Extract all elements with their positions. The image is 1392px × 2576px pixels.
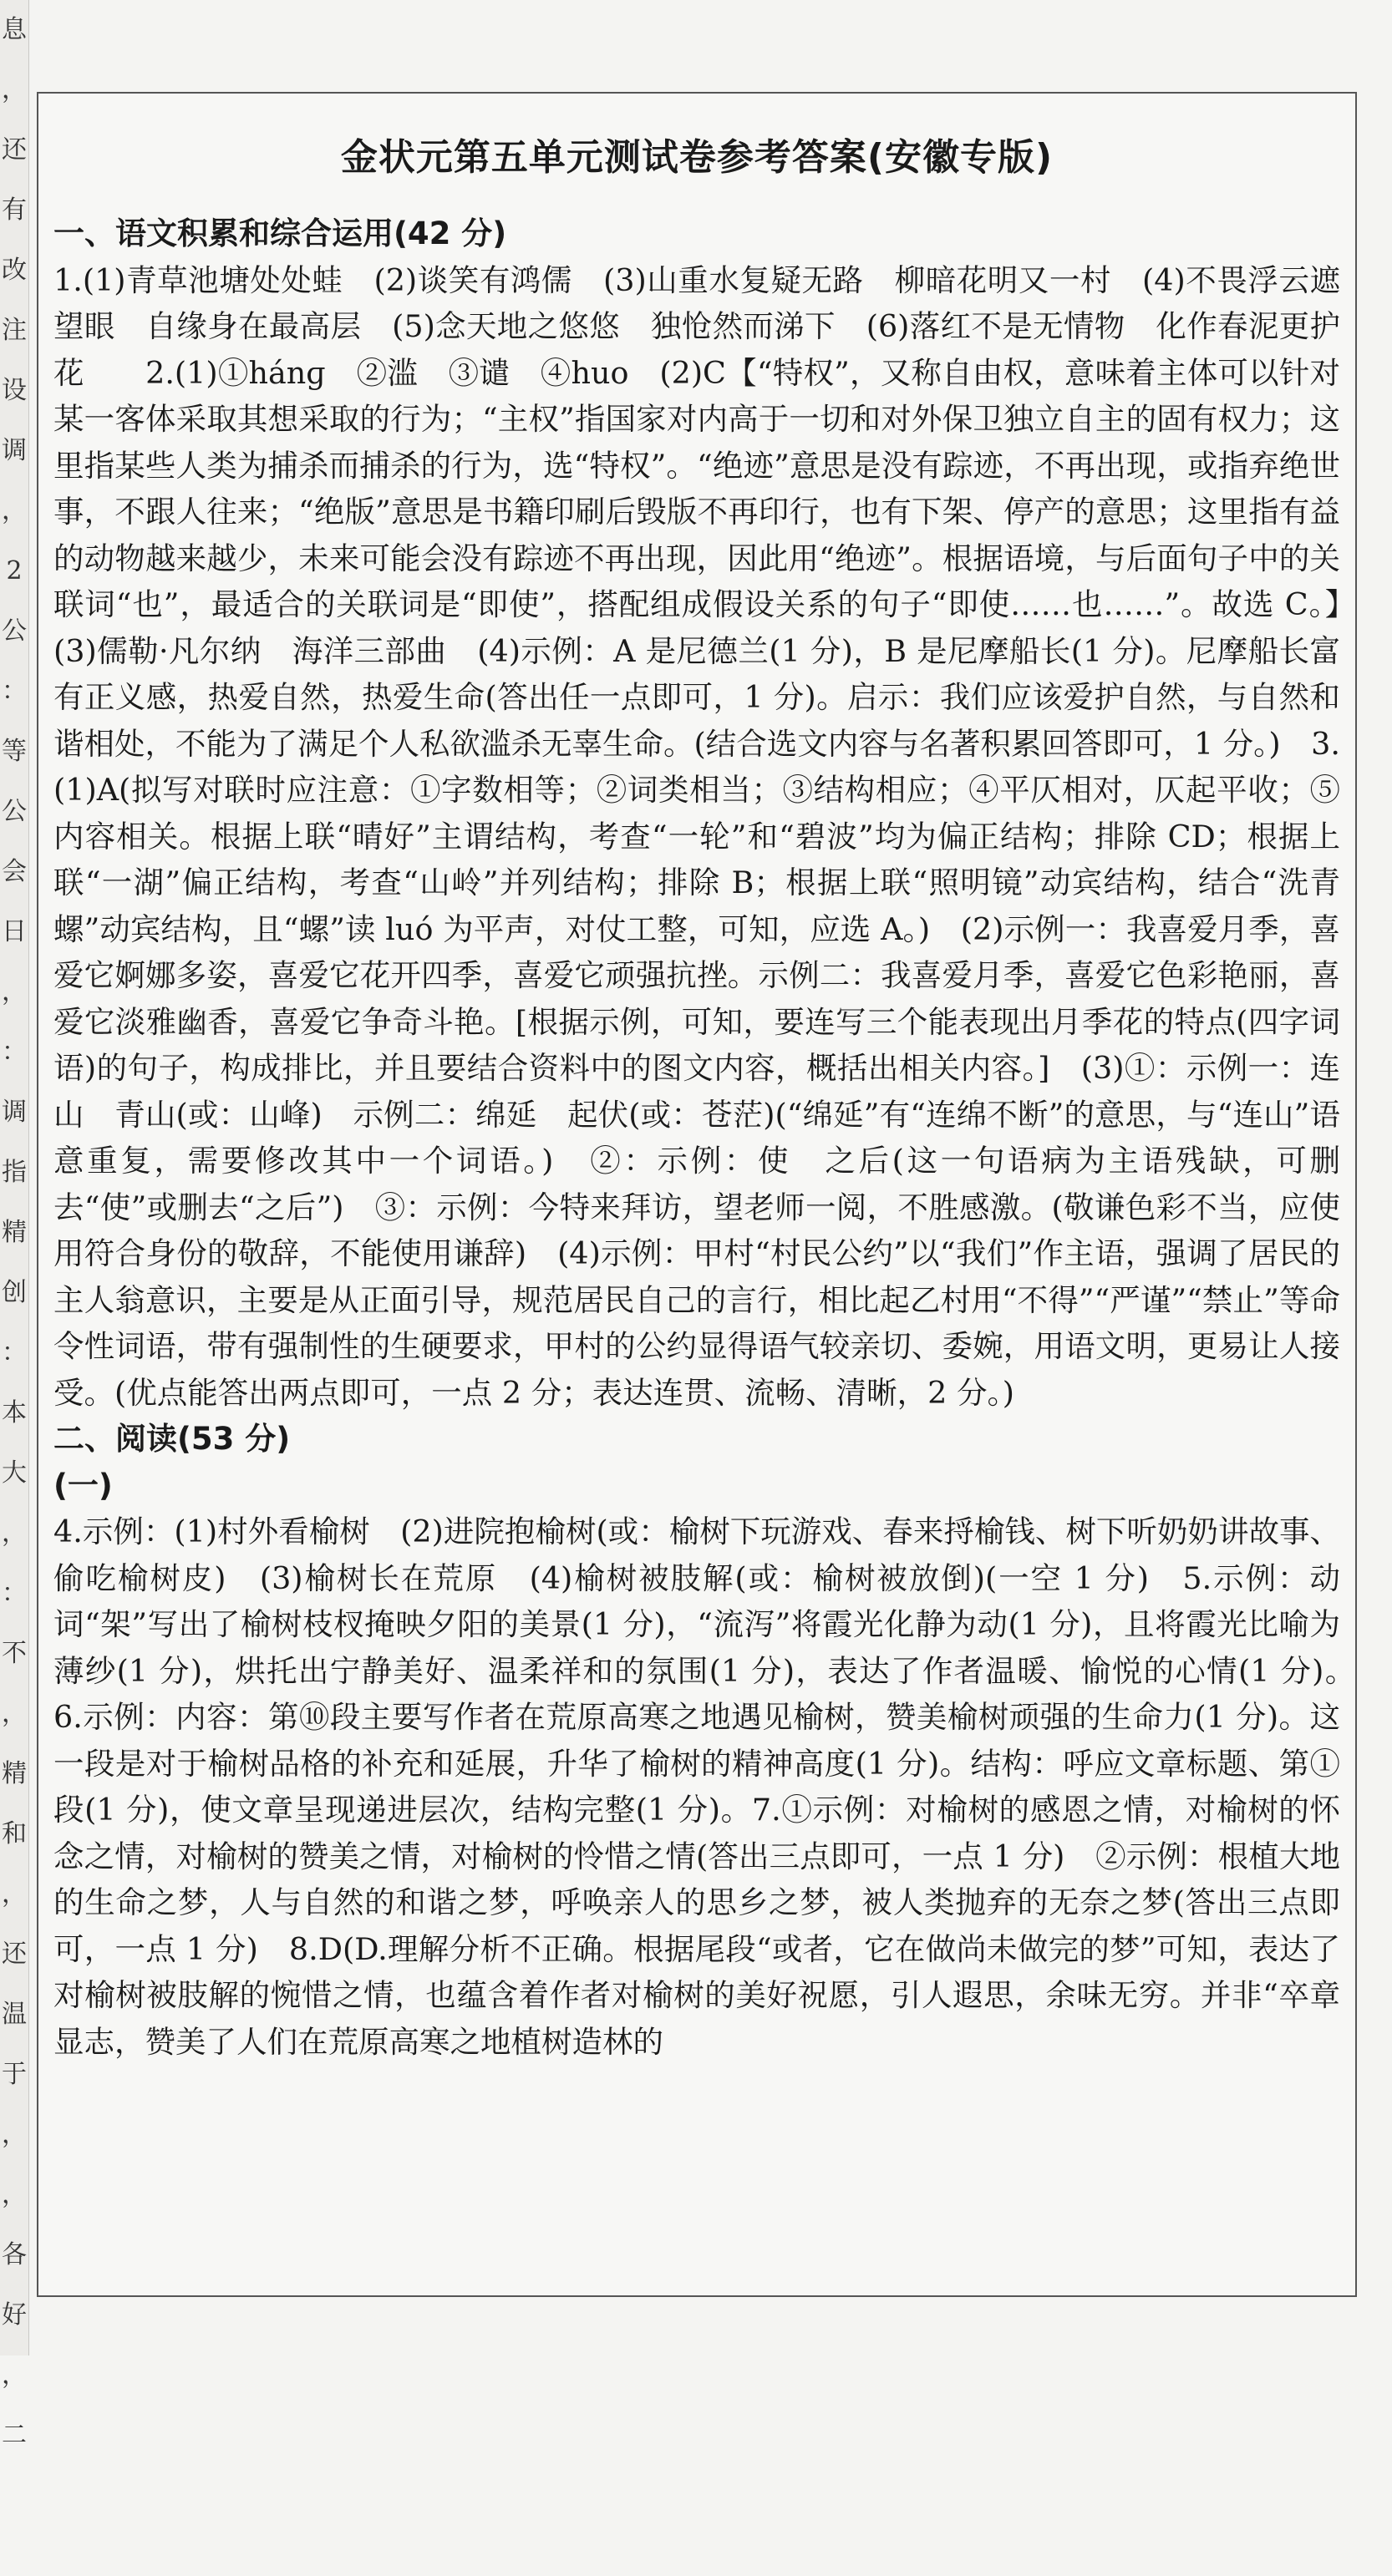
margin-char: ， bbox=[2, 2180, 27, 2209]
margin-char: 温 bbox=[2, 2000, 27, 2029]
margin-char: 等 bbox=[2, 737, 27, 766]
answer-content bbox=[53, 210, 1371, 2065]
margin-char: 日 bbox=[2, 917, 27, 946]
margin-char: ： bbox=[2, 1037, 27, 1067]
section-1-answers: 1.(1)青草池塘处处蛙 (2)谈笑有鸿儒 (3)山重水复疑无路 柳暗花明又一村 (4)不畏浮云遮望眼 自缘身在最高层 (5)念天地之悠悠 独怆然而涕下 (6)落红不是无情物 化作春泥更护花 2.(1)①hánɡ ②滥 ③谴 ④huo (2)C【“特权”，又称自由权，意味着主体可以针对某一客体采取其想采取的行为；“主权”指国家对内高于一切和对外保卫独立自主的固有权力；这里指某些人类为捕杀而捕杀的行为，选“特权”。“绝迹”意思是没有踪迹，不再出现，或指弃绝世事，不跟人往来；“绝版”意思是书籍印刷后毁版不再印行，也有下架、停产的意思；这里指有益的动物越来越少，未来可能会没有踪迹不再出现，因此用“绝迹”。根据语境，与后面句子中的关联词“也”，最适合的关联词是“即使”，搭配组成假设关系的句子“即使……也……”。故选 C。】 (3)儒勒·凡尔纳 海洋三部曲 (4)示例：A 是尼德兰(1 分)，B 是尼摩船长(1 分)。尼摩船长富有正义感，热爱自然，热爱生命(答出任一点即可，1 分)。启示：我们应该爱护自然，与自然和谐相处，不能为了满足个人私欲滥杀无辜生命。(结合选文内容与名著积累回答即可，1 分。) 3.(1)A(拟写对联时应注意：①字数相等；②词类相当；③结构相应；④平仄相对，仄起平收；⑤内容相关。根据上联“晴好”主谓结构，考查“一轮”和“碧波”均为偏正结构；排除 CD；根据上联“一湖”偏正结构，考查“山岭”并列结构；排除 B；根据上联“照明镜”动宾结构，结合“洗青螺”动宾结构，且“螺”读 luó 为平声，对仗工整，可知，应选 A。) (2)示例一：我喜爱月季，喜爱它婀娜多姿，喜爱它花开四季，喜爱它顽强抗挫。示例二：我喜爱月季，喜爱它色彩艳丽，喜爱它淡雅幽香，喜爱它争奇斗艳。[根据示例，可知，要连写三个能表现出月季花的特点(四字词语)的句子，构成排比，并且要结合资料中的图文内容，概括出相关内容。] (3)①：示例一：连山 青山(或：山峰) 示例二：绵延 起伏(或：苍茫)(“绵延”有“连绵不断”的意思，与“连山”语意重复，需要修改其中一个词语。) ②：示例：使 之后(这一句语病为主语残缺，可删去“使”或删去“之后”) ③：示例：今特来拜访，望老师一阅，不胜感激。(敬谦色彩不当，应使用符合身份的敬辞，不能使用谦辞) (4)示例：甲村“村民公约”以“我们”作主语，强调了居民的主人翁意识，主要是从正面引导，规范居民自己的言行，相比起乙村用“不得”“严谨”“禁止”等命令性词语，带有强制性的生硬要求，甲村的公约显得语气较亲切、委婉，用语文明，更易让人接受。(优点能答出两点即可，一点 2 分；表达连贯、流畅、清晰，2 分。) bbox=[53, 261, 1371, 1411]
margin-char: 2 bbox=[6, 556, 23, 586]
binding-margin-strip bbox=[0, 0, 29, 2450]
margin-char: 设 bbox=[2, 376, 27, 405]
margin-char: 大 bbox=[2, 1458, 27, 1488]
margin-char: 息 bbox=[2, 15, 27, 44]
answer-sheet bbox=[37, 92, 1371, 2297]
margin-char: ， bbox=[2, 496, 27, 525]
margin-char: ： bbox=[2, 677, 27, 706]
margin-char: ： bbox=[2, 1338, 27, 1367]
margin-char: ， bbox=[2, 1699, 27, 1728]
subsection-heading-1: (一) bbox=[53, 1467, 113, 1504]
margin-char: 还 bbox=[2, 1940, 27, 1969]
margin-char: 创 bbox=[2, 1278, 27, 1307]
margin-char: ， bbox=[2, 2360, 27, 2390]
margin-char: 二 bbox=[2, 2421, 27, 2450]
margin-char: 精 bbox=[2, 1759, 27, 1788]
margin-char: 于 bbox=[2, 2060, 27, 2089]
section-heading-1: 一、语文积累和综合运用(42 分) bbox=[53, 216, 507, 251]
margin-char: ， bbox=[2, 2120, 27, 2149]
margin-char: ， bbox=[2, 75, 27, 104]
margin-char: ， bbox=[2, 977, 27, 1007]
section-heading-2: 二、阅读(53 分) bbox=[53, 1421, 291, 1457]
margin-char: ， bbox=[2, 1879, 27, 1909]
margin-char: 会 bbox=[2, 857, 27, 886]
margin-char: 改 bbox=[2, 256, 27, 285]
margin-char: 调 bbox=[2, 1098, 27, 1127]
section-2-answers: 4.示例：(1)村外看榆树 (2)进院抱榆树(或：榆树下玩游戏、春来捋榆钱、树下听奶奶讲故事、偷吃榆树皮) (3)榆树长在荒原 (4)榆树被肢解(或：榆树被放倒)(一空 1 分) 5.示例：动词“架”写出了榆树枝杈掩映夕阳的美景(1 分)，“流泻”将霞光化静为动(1 分)，且将霞光比喻为薄纱(1 分)，烘托出宁静美好、温柔祥和的氛围(1 分)，表达了作者温暖、愉悦的心情(1 分)。 6.示例：内容：第⑩段主要写作者在荒原高寒之地遇见榆树，赞美榆树顽强的生命力(1 分)。这一段是对于榆树品格的补充和延展，升华了榆树的精神高度(1 分)。结构：呼应文章标题、第①段(1 分)，使文章呈现递进层次，结构完整(1 分)。7.①示例：对榆树的感恩之情，对榆树的怀念之情，对榆树的赞美之情，对榆树的怜惜之情(答出三点即可，一点 1 分) ②示例：根植大地的生命之梦，人与自然的和谐之梦，呼唤亲人的思乡之梦，被人类抛弃的无奈之梦(答出三点即可，一点 1 分) 8.D(D.理解分析不正确。根据尾段“或者，它在做尚未做完的梦”可知，表达了对榆树被肢解的惋惜之情，也蕴含着作者对榆树的美好祝愿，引人遐思，余味无穷。并非“卒章显志，赞美了人们在荒原高寒之地植树造林的 bbox=[53, 1514, 1371, 2060]
margin-char: 和 bbox=[2, 1819, 27, 1848]
margin-char: 公 bbox=[2, 616, 27, 646]
margin-char: 各 bbox=[2, 2240, 27, 2269]
margin-char: 还 bbox=[2, 135, 27, 165]
margin-char: 调 bbox=[2, 436, 27, 465]
margin-char: ： bbox=[2, 1579, 27, 1608]
margin-char: 不 bbox=[2, 1639, 27, 1668]
margin-char: 有 bbox=[2, 195, 27, 225]
margin-char: 注 bbox=[2, 316, 27, 345]
page-title: 金状元第五单元测试卷参考答案(安徽专版) bbox=[340, 136, 1054, 179]
margin-char: ， bbox=[2, 1519, 27, 1548]
margin-char: 精 bbox=[2, 1218, 27, 1247]
margin-char: 本 bbox=[2, 1398, 27, 1427]
margin-char: 指 bbox=[2, 1158, 27, 1187]
margin-char: 好 bbox=[2, 2300, 27, 2330]
margin-char: 公 bbox=[2, 797, 27, 826]
